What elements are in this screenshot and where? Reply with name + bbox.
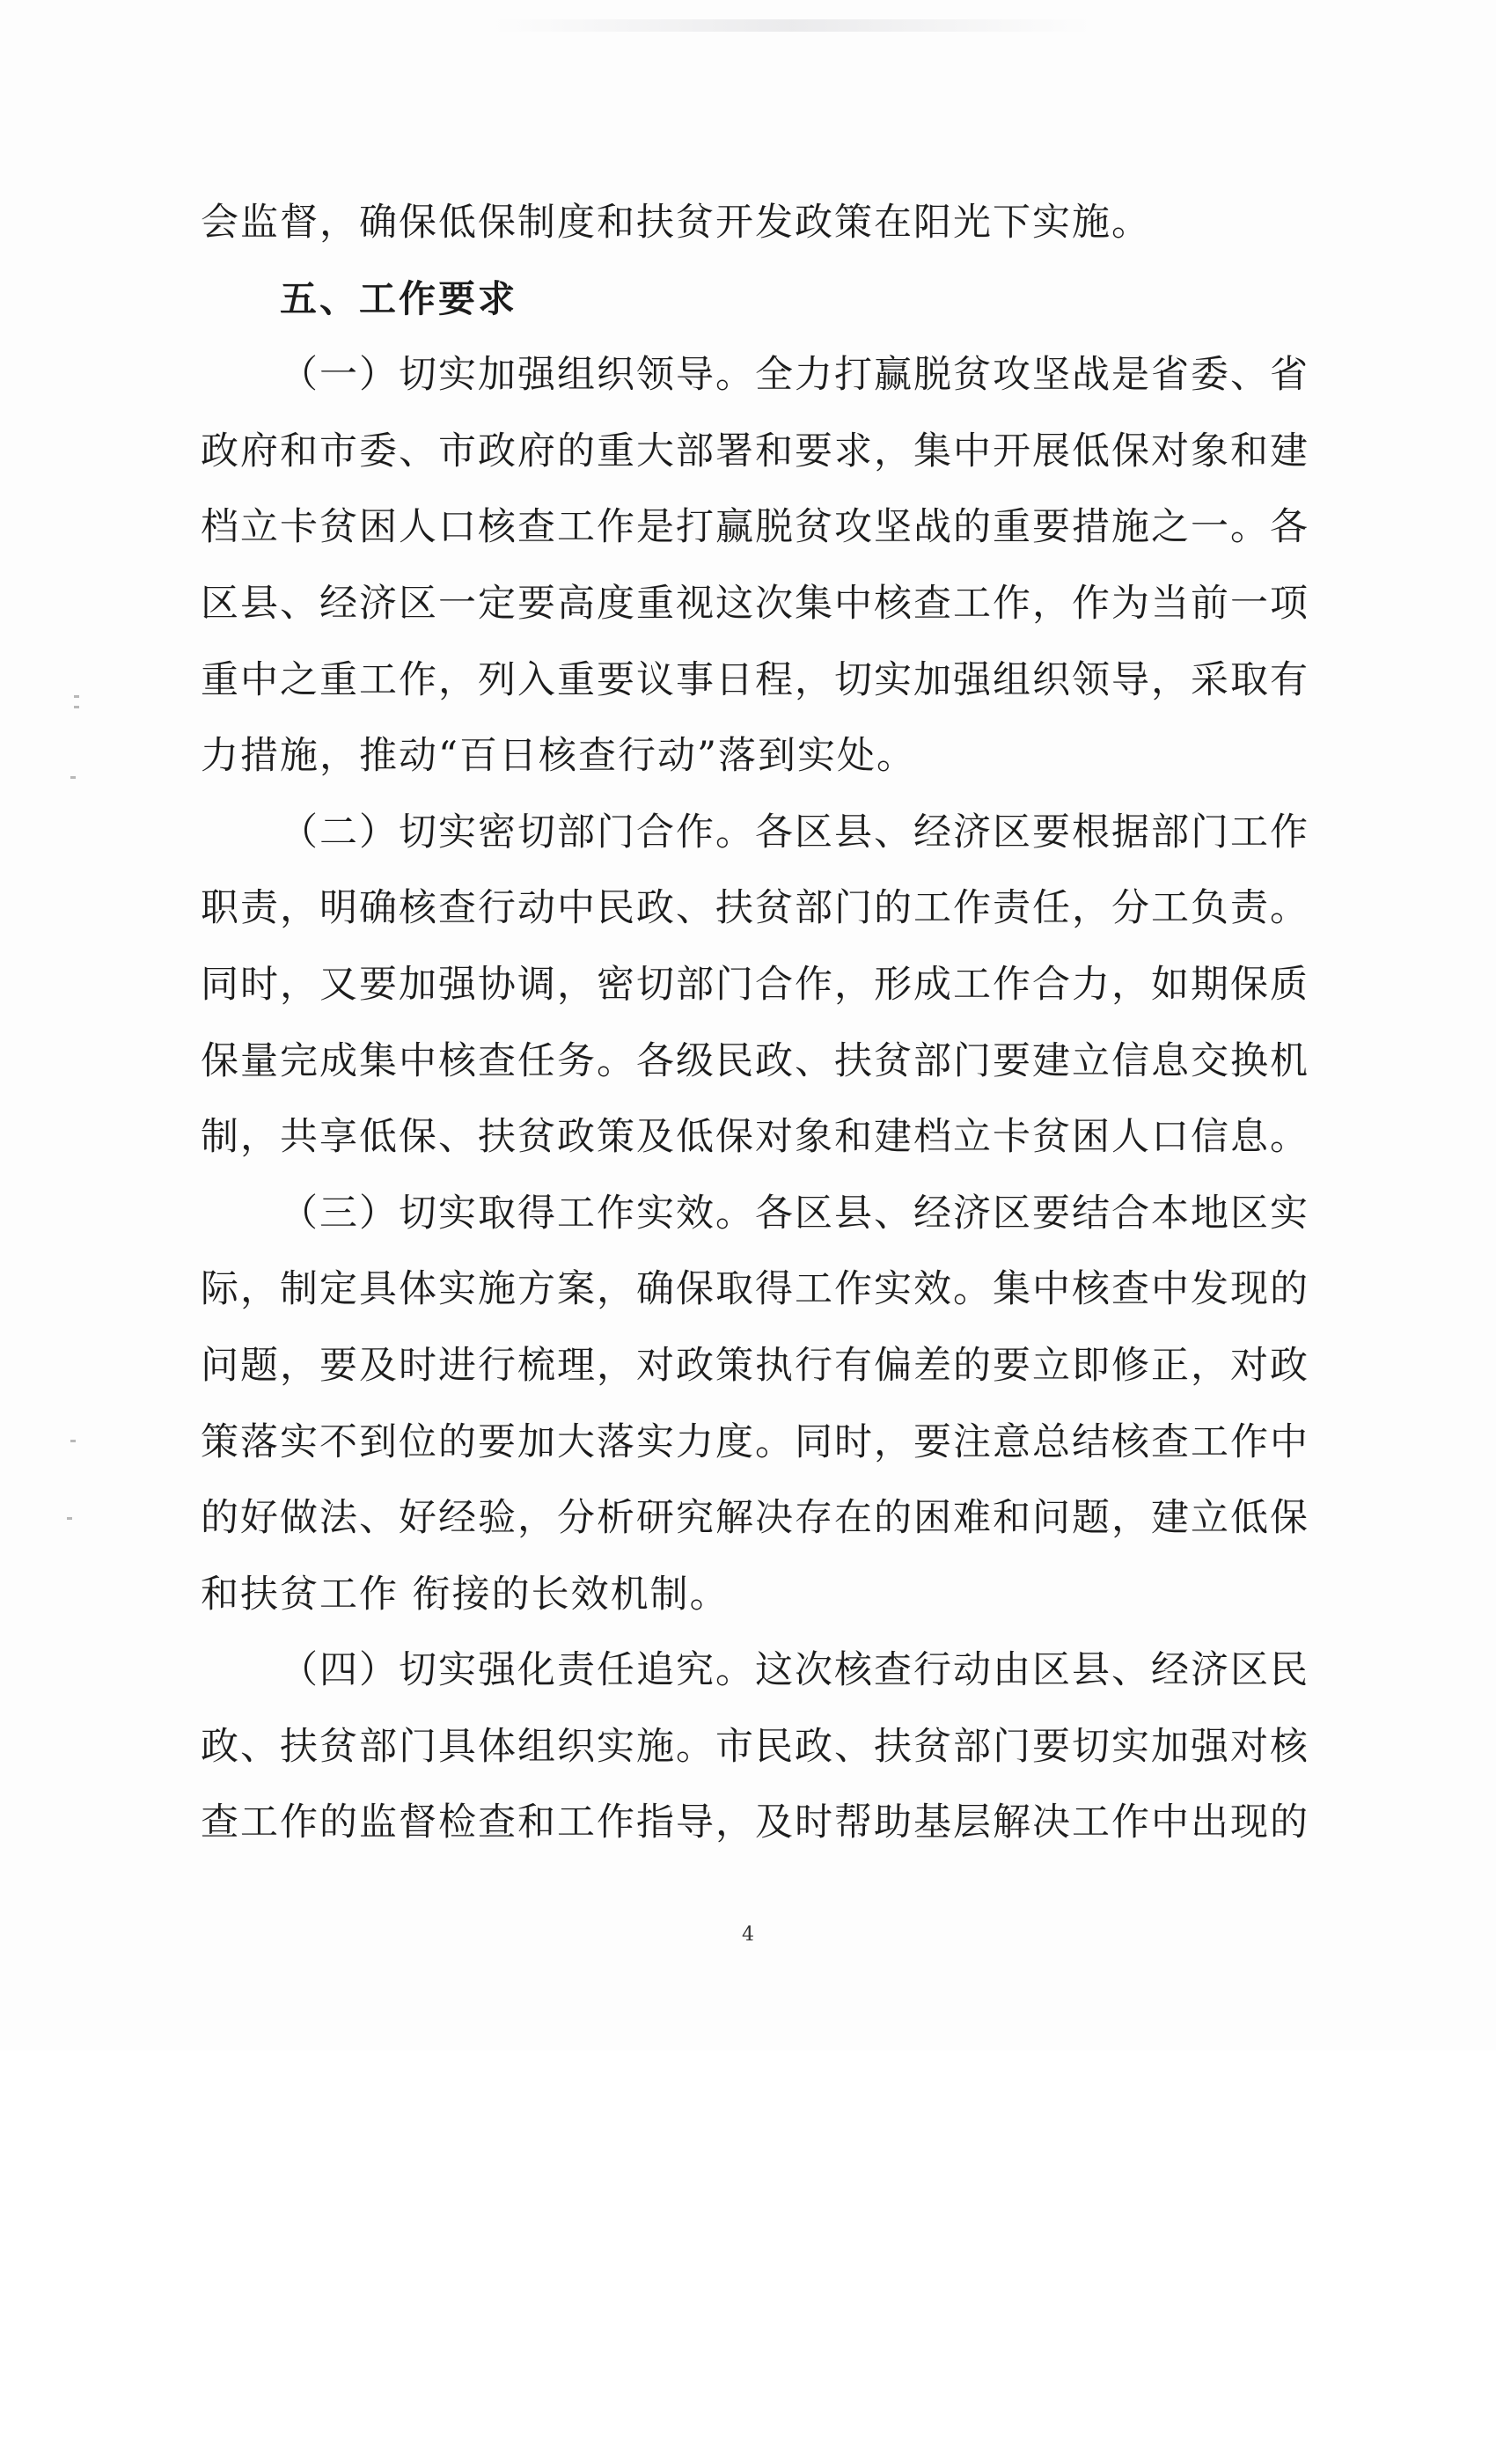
scan-margin-mark bbox=[70, 1440, 76, 1442]
paragraph-1-line: （一）切实加强组织领导。全力打赢脱贫攻坚战是省委、省 bbox=[280, 353, 1309, 398]
paragraph-4-line: 政、扶贫部门具体组织实施。市民政、扶贫部门要切实加强对核 bbox=[201, 1724, 1309, 1769]
scan-margin-mark bbox=[74, 695, 79, 698]
paragraph-3-line: 问题，要及时进行梳理，对政策执行有偏差的要立即修正，对政 bbox=[201, 1343, 1309, 1388]
scan-margin-mark bbox=[70, 776, 76, 779]
paragraph-1-line: 政府和市委、市政府的重大部署和要求，集中开展低保对象和建 bbox=[201, 429, 1309, 473]
scan-margin-mark bbox=[67, 1517, 72, 1520]
scan-margin-mark bbox=[74, 706, 79, 708]
paragraph-2-line: 职责，明确核查行动中民政、扶贫部门的工作责任，分工负责。 bbox=[201, 886, 1309, 931]
paragraph-1-line: 区县、经济区一定要高度重视这次集中核查工作，作为当前一项 bbox=[201, 581, 1309, 626]
paragraph-1-line: 重中之重工作，列入重要议事日程，切实加强组织领导，采取有 bbox=[201, 657, 1309, 702]
paragraph-3-line: 策落实不到位的要加大落实力度。同时，要注意总结核查工作中 bbox=[201, 1419, 1309, 1464]
paragraph-1-line: 档立卡贫困人口核查工作是打赢脱贫攻坚战的重要措施之一。各 bbox=[201, 505, 1309, 550]
section-heading: 五、工作要求 bbox=[280, 276, 518, 320]
paragraph-2-line: 保量完成集中核查任务。各级民政、扶贫部门要建立信息交换机 bbox=[201, 1038, 1309, 1083]
paragraph-3-line: （三）切实取得工作实效。各区县、经济区要结合本地区实 bbox=[280, 1191, 1309, 1236]
paragraph-2-line: 制，共享低保、扶贫政策及低保对象和建档立卡贫困人口信息。 bbox=[201, 1115, 1309, 1160]
paragraph-4-line: 查工作的监督检查和工作指导，及时帮助基层解决工作中出现的 bbox=[201, 1800, 1309, 1845]
text-line: 会监督，确保低保制度和扶贫开发政策在阳光下实施。 bbox=[201, 201, 1151, 245]
paragraph-3-line: 际，制定具体实施方案，确保取得工作实效。集中核查中发现的 bbox=[201, 1267, 1309, 1312]
scan-bleed-through bbox=[493, 19, 1091, 32]
paragraph-3-line: 的好做法、好经验，分析研究解决存在的困难和问题，建立低保 bbox=[201, 1496, 1309, 1541]
paragraph-2-line: 同时，又要加强协调，密切部门合作，形成工作合力，如期保质 bbox=[201, 962, 1309, 1007]
page-number: 4 bbox=[742, 1924, 754, 1946]
body-text bbox=[201, 185, 1309, 1861]
paragraph-2-line: （二）切实密切部门合作。各区县、经济区要根据部门工作 bbox=[280, 810, 1309, 854]
paragraph-3-line: 和扶贫工作 衔接的长效机制。 bbox=[201, 1572, 730, 1617]
paragraph-1-line: 力措施，推动“百日核查行动”落到实处。 bbox=[201, 734, 916, 779]
paragraph-4-line: （四）切实强化责任追究。这次核查行动由区县、经济区民 bbox=[280, 1648, 1309, 1693]
blank-area-below-page bbox=[0, 2050, 1496, 2464]
